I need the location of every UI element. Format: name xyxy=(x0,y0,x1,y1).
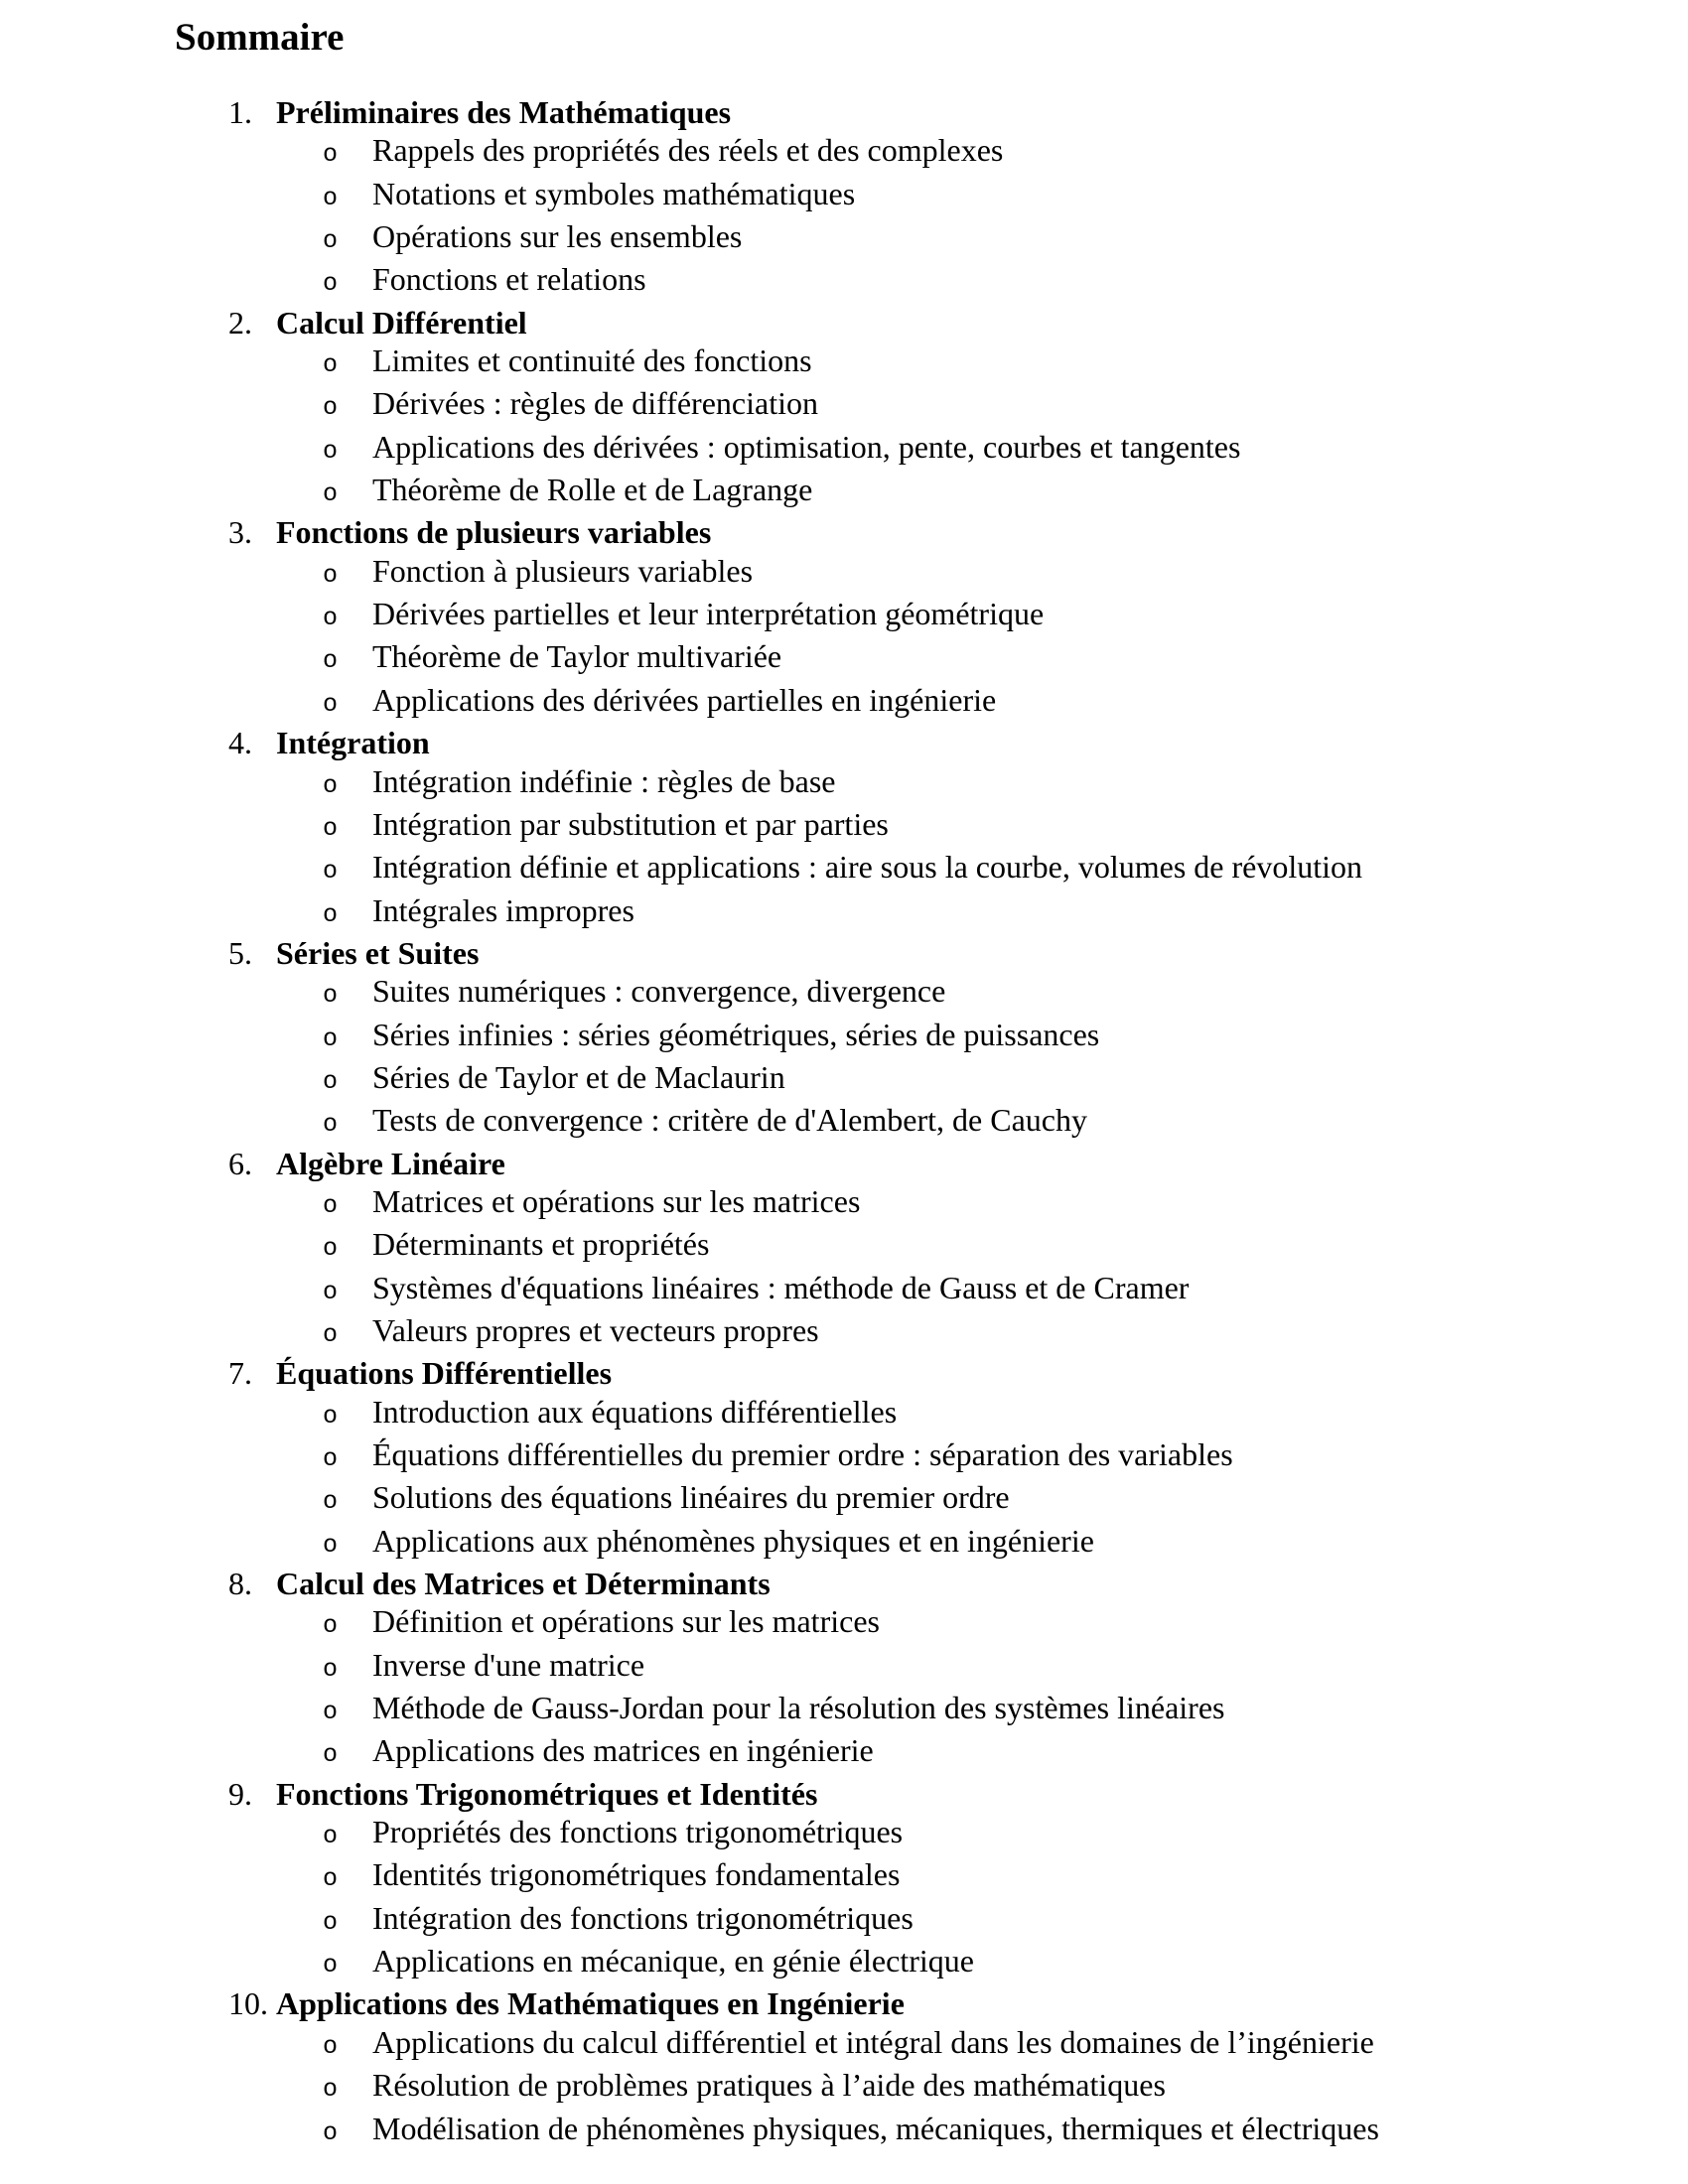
toc-item-label: Limites et continuité des fonctions xyxy=(372,342,812,379)
section-number: 4. xyxy=(228,725,252,761)
toc-item xyxy=(0,1311,1688,1354)
toc-item xyxy=(0,1646,1688,1689)
section-heading xyxy=(0,1354,1688,1392)
section-heading xyxy=(0,304,1688,341)
toc-item xyxy=(0,595,1688,637)
toc-item xyxy=(0,1478,1688,1521)
circle-bullet-icon: o xyxy=(323,1951,339,1980)
toc-item-label: Théorème de Rolle et de Lagrange xyxy=(372,472,813,508)
toc-item-label: Résolution de problèmes pratiques à l’aide des mathématiques xyxy=(372,2067,1166,2104)
toc-item xyxy=(0,2023,1688,2066)
toc-item-label: Intégration par substitution et par parties xyxy=(372,805,889,842)
circle-bullet-icon: o xyxy=(323,1698,339,1727)
circle-bullet-icon: o xyxy=(323,604,339,633)
section-heading xyxy=(0,934,1688,972)
circle-bullet-icon: o xyxy=(323,2117,339,2147)
section-items xyxy=(0,1182,1688,1354)
toc-item-label: Solutions des équations linéaires du premier ordre xyxy=(372,1479,1010,1516)
section-number: 1. xyxy=(228,94,252,130)
circle-bullet-icon: o xyxy=(323,393,339,423)
toc-item xyxy=(0,1393,1688,1435)
toc-section xyxy=(0,1984,1688,2151)
toc-item xyxy=(0,1058,1688,1101)
toc-item xyxy=(0,217,1688,260)
toc-section xyxy=(0,724,1688,934)
section-number: 7. xyxy=(228,1355,252,1392)
circle-bullet-icon: o xyxy=(323,1190,339,1220)
toc-item xyxy=(0,341,1688,384)
circle-bullet-icon: o xyxy=(323,183,339,212)
section-heading xyxy=(0,1145,1688,1182)
circle-bullet-icon: o xyxy=(323,1319,339,1349)
section-title: Intégration xyxy=(276,725,430,761)
toc-item xyxy=(0,428,1688,471)
section-items xyxy=(0,552,1688,724)
section-title: Équations Différentielles xyxy=(276,1355,613,1392)
toc-item xyxy=(0,891,1688,934)
circle-bullet-icon: o xyxy=(323,857,339,887)
toc-item xyxy=(0,1225,1688,1268)
toc-item-label: Identités trigonométriques fondamentales xyxy=(372,1856,901,1893)
toc-item xyxy=(0,175,1688,217)
circle-bullet-icon: o xyxy=(323,1066,339,1096)
circle-bullet-icon: o xyxy=(323,2031,339,2061)
toc-item xyxy=(0,1016,1688,1058)
toc-item-label: Intégration indéfinie : règles de base xyxy=(372,762,836,799)
toc-item-label: Applications des dérivées partielles en ingénierie xyxy=(372,681,997,718)
toc-item xyxy=(0,2110,1688,2152)
circle-bullet-icon: o xyxy=(323,1907,339,1937)
toc-item-label: Fonctions et relations xyxy=(372,261,646,298)
toc-item-label: Suites numériques : convergence, divergence xyxy=(372,973,946,1010)
toc-item-label: Applications aux phénomènes physiques et en ingénierie xyxy=(372,1522,1094,1559)
circle-bullet-icon: o xyxy=(323,1864,339,1894)
section-title: Calcul Différentiel xyxy=(276,304,527,341)
toc-item xyxy=(0,1269,1688,1311)
toc-item-label: Opérations sur les ensembles xyxy=(372,218,743,255)
toc-section xyxy=(0,93,1688,304)
toc-item xyxy=(0,1731,1688,1774)
toc-item xyxy=(0,805,1688,848)
toc-item xyxy=(0,972,1688,1015)
toc-item xyxy=(0,1435,1688,1478)
section-heading xyxy=(0,1775,1688,1813)
toc-item-label: Applications des dérivées : optimisation, pente, courbes et tangentes xyxy=(372,428,1241,465)
section-title: Préliminaires des Mathématiques xyxy=(276,94,732,130)
section-number: 8. xyxy=(228,1566,252,1602)
toc-item xyxy=(0,848,1688,890)
circle-bullet-icon: o xyxy=(323,2075,339,2105)
toc-item xyxy=(0,471,1688,513)
toc-item-label: Propriétés des fonctions trigonométriques xyxy=(372,1814,904,1850)
section-title: Applications des Mathématiques en Ingénierie xyxy=(276,1985,905,2022)
toc-item-label: Rappels des propriétés des réels et des complexes xyxy=(372,132,1004,169)
toc-item xyxy=(0,1689,1688,1731)
toc-item-label: Équations différentielles du premier ordre : séparation des variables xyxy=(372,1436,1233,1472)
circle-bullet-icon: o xyxy=(323,813,339,843)
section-title: Fonctions Trigonométriques et Identités xyxy=(276,1775,818,1812)
toc-item-label: Séries infinies : séries géométriques, séries de puissances xyxy=(372,1016,1100,1052)
toc-item xyxy=(0,1855,1688,1898)
circle-bullet-icon: o xyxy=(323,689,339,719)
toc-item-label: Définition et opérations sur les matrices xyxy=(372,1603,880,1640)
section-heading xyxy=(0,1565,1688,1602)
section-title: Séries et Suites xyxy=(276,934,480,971)
section-number: 5. xyxy=(228,934,252,971)
circle-bullet-icon: o xyxy=(323,1110,339,1140)
page-title: Sommaire xyxy=(175,16,345,59)
circle-bullet-icon: o xyxy=(323,436,339,466)
toc-item xyxy=(0,260,1688,303)
toc-item xyxy=(0,1101,1688,1144)
circle-bullet-icon: o xyxy=(323,1530,339,1560)
toc-item xyxy=(0,1602,1688,1645)
toc-item-label: Méthode de Gauss-Jordan pour la résolution des systèmes linéaires xyxy=(372,1690,1225,1726)
toc-item xyxy=(0,762,1688,805)
toc-item xyxy=(0,1813,1688,1855)
circle-bullet-icon: o xyxy=(323,981,339,1011)
toc-item-label: Déterminants et propriétés xyxy=(372,1226,710,1263)
section-heading xyxy=(0,1984,1688,2022)
circle-bullet-icon: o xyxy=(323,1611,339,1641)
section-items xyxy=(0,1813,1688,1984)
section-number: 3. xyxy=(228,514,252,551)
section-items xyxy=(0,972,1688,1144)
toc-item-label: Théorème de Taylor multivariée xyxy=(372,638,782,675)
circle-bullet-icon: o xyxy=(323,350,339,380)
toc-item-label: Valeurs propres et vecteurs propres xyxy=(372,1311,819,1348)
section-number: 10. xyxy=(228,1985,268,2022)
toc-item-label: Applications des matrices en ingénierie xyxy=(372,1732,874,1769)
toc-section xyxy=(0,1775,1688,1985)
section-title: Fonctions de plusieurs variables xyxy=(276,514,712,551)
toc-item xyxy=(0,1522,1688,1565)
toc-item-label: Applications en mécanique, en génie électrique xyxy=(372,1943,974,1979)
circle-bullet-icon: o xyxy=(323,140,339,170)
toc-item-label: Séries de Taylor et de Maclaurin xyxy=(372,1058,785,1095)
circle-bullet-icon: o xyxy=(323,1444,339,1473)
toc-section xyxy=(0,304,1688,514)
circle-bullet-icon: o xyxy=(323,226,339,256)
circle-bullet-icon: o xyxy=(323,1234,339,1264)
section-number: 6. xyxy=(228,1145,252,1181)
toc-item-label: Dérivées partielles et leur interprétation géométrique xyxy=(372,596,1045,632)
section-items xyxy=(0,1393,1688,1565)
circle-bullet-icon: o xyxy=(323,899,339,929)
toc-item xyxy=(0,637,1688,680)
toc-item-label: Intégrales impropres xyxy=(372,891,634,928)
circle-bullet-icon: o xyxy=(323,1740,339,1770)
section-heading xyxy=(0,724,1688,761)
circle-bullet-icon: o xyxy=(323,770,339,800)
toc-item-label: Applications du calcul différentiel et intégral dans les domaines de l’ingénierie xyxy=(372,2023,1374,2060)
circle-bullet-icon: o xyxy=(323,1024,339,1053)
circle-bullet-icon: o xyxy=(323,646,339,676)
toc-section xyxy=(0,513,1688,724)
toc-item-label: Inverse d'une matrice xyxy=(372,1646,645,1683)
toc-item-label: Dérivées : règles de différenciation xyxy=(372,385,818,422)
circle-bullet-icon: o xyxy=(323,1822,339,1851)
toc-item xyxy=(0,552,1688,595)
toc-section xyxy=(0,934,1688,1145)
table-of-contents xyxy=(0,93,1688,2152)
toc-item xyxy=(0,1899,1688,1942)
circle-bullet-icon: o xyxy=(323,479,339,509)
toc-item-label: Intégration des fonctions trigonométriques xyxy=(372,1899,914,1936)
toc-item-label: Modélisation de phénomènes physiques, mécaniques, thermiques et électriques xyxy=(372,2110,1379,2146)
circle-bullet-icon: o xyxy=(323,1487,339,1517)
section-heading xyxy=(0,93,1688,131)
section-title: Algèbre Linéaire xyxy=(276,1145,505,1181)
section-items xyxy=(0,1602,1688,1774)
circle-bullet-icon: o xyxy=(323,1654,339,1684)
circle-bullet-icon: o xyxy=(323,1277,339,1306)
toc-item-label: Fonction à plusieurs variables xyxy=(372,552,754,589)
toc-item xyxy=(0,681,1688,724)
toc-item xyxy=(0,2066,1688,2109)
toc-item xyxy=(0,131,1688,174)
toc-item-label: Tests de convergence : critère de d'Alembert, de Cauchy xyxy=(372,1102,1087,1139)
section-items xyxy=(0,341,1688,513)
toc-item xyxy=(0,1942,1688,1984)
toc-section xyxy=(0,1145,1688,1355)
section-items xyxy=(0,131,1688,303)
toc-item xyxy=(0,384,1688,427)
circle-bullet-icon: o xyxy=(323,560,339,590)
toc-section xyxy=(0,1565,1688,1775)
circle-bullet-icon: o xyxy=(323,1401,339,1431)
section-items xyxy=(0,2023,1688,2152)
toc-item-label: Notations et symboles mathématiques xyxy=(372,175,856,211)
toc-item-label: Intégration définie et applications : aire sous la courbe, volumes de révolution xyxy=(372,849,1363,886)
toc-section xyxy=(0,1354,1688,1565)
section-title: Calcul des Matrices et Déterminants xyxy=(276,1566,771,1602)
section-number: 9. xyxy=(228,1775,252,1812)
circle-bullet-icon: o xyxy=(323,269,339,299)
toc-item-label: Matrices et opérations sur les matrices xyxy=(372,1182,861,1219)
toc-item xyxy=(0,1182,1688,1225)
toc-item-label: Introduction aux équations différentielles xyxy=(372,1393,898,1430)
section-number: 2. xyxy=(228,304,252,341)
toc-item-label: Systèmes d'équations linéaires : méthode de Gauss et de Cramer xyxy=(372,1269,1190,1305)
section-items xyxy=(0,762,1688,934)
section-heading xyxy=(0,513,1688,551)
